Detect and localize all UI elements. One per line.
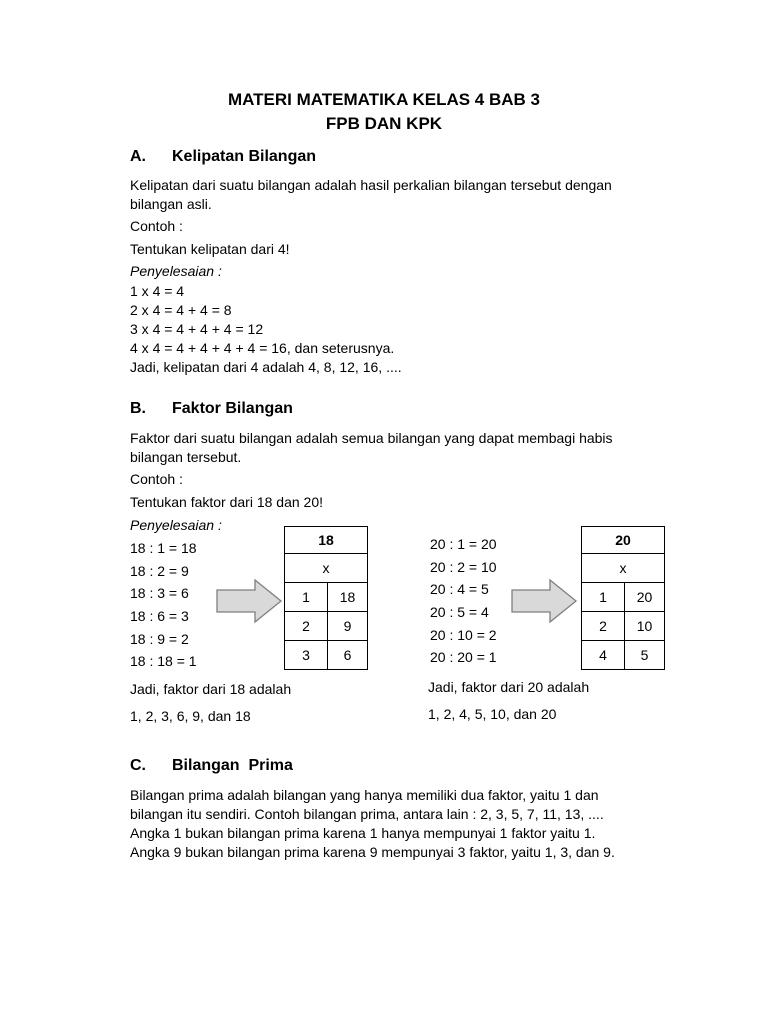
conclusion-20: Jadi, faktor dari 20 adalah [428,679,590,695]
section-b-letter: B. [130,400,146,417]
section-a-penyelesaian: Penyelesaian : [130,263,222,279]
division-line: 20 : 10 = 2 [430,626,497,643]
table-cell: 2 [582,612,625,641]
step-line: 2 x 4 = 4 + 4 = 8 [130,302,232,318]
table-x-label: x [582,554,665,583]
section-c-heading [130,757,293,775]
divisions-20 [430,533,497,669]
division-line: 20 : 1 = 20 [430,536,497,552]
arrow-right-icon [215,578,283,624]
section-a-question: Tentukan kelipatan dari 4! [130,241,290,257]
table-cell: 1 [285,583,328,612]
division-line: 20 : 5 = 4 [430,604,489,621]
section-c-title: Bilangan Prima [172,757,293,774]
division-line: 18 : 18 = 1 [130,653,197,670]
section-a-definition [130,176,612,214]
arrow-right-icon [510,578,578,624]
table-x-label: x [285,554,368,583]
step-line: Jadi, kelipatan dari 4 adalah 4, 8, 12, 16, .... [130,359,402,375]
table-cell: 9 [328,612,368,641]
section-b-contoh: Contoh : [130,471,183,487]
answer-20: 1, 2, 4, 5, 10, dan 20 [428,706,557,722]
section-c-letter: C. [130,757,146,774]
conclusion-18: Jadi, faktor dari 18 adalah [130,681,292,697]
table-header: 20 [582,527,665,554]
step-line: 3 x 4 = 4 + 4 + 4 = 12 [130,321,264,337]
body-line: Angka 1 bukan bilangan prima karena 1 hanya mempunyai 1 faktor yaitu 1. [130,825,596,841]
section-b-definition [130,429,613,467]
table-cell: 10 [625,612,665,641]
page-subtitle: FPB DAN KPK [325,114,443,133]
section-a-letter: A. [130,148,146,165]
division-line: 20 : 4 = 5 [430,581,489,598]
table-cell: 3 [285,641,328,670]
divisions-18 [130,537,197,673]
section-a-heading [130,148,316,166]
section-a-title: Kelipatan Bilangan [172,148,317,165]
table-cell: 6 [328,641,368,670]
table-cell: 1 [582,583,625,612]
section-c-body [130,786,615,862]
section-b-question: Tentukan faktor dari 18 dan 20! [130,494,324,510]
definition-line: Kelipatan dari suatu bilangan adalah hasil perkalian bilangan tersebut dengan [130,177,612,193]
table-header: 18 [285,527,368,554]
definition-line: bilangan tersebut. [130,449,242,465]
section-b-heading [130,400,293,418]
definition-line: Faktor dari suatu bilangan adalah semua bilangan yang dapat membagi habis [130,430,613,446]
division-line: 18 : 9 = 2 [130,630,189,647]
answer-18: 1, 2, 3, 6, 9, dan 18 [130,708,251,724]
body-line: Bilangan prima adalah bilangan yang hanya memiliki dua faktor, yaitu 1 dan [130,787,599,803]
section-b-title: Faktor Bilangan [172,400,293,417]
table-cell: 2 [285,612,328,641]
division-line: 20 : 20 = 1 [430,649,497,666]
table-cell: 5 [625,641,665,670]
page-title: MATERI MATEMATIKA KELAS 4 BAB 3 [228,90,540,109]
table-cell: 18 [328,583,368,612]
division-line: 18 : 2 = 9 [130,562,189,579]
division-line: 18 : 1 = 18 [130,540,197,556]
table-cell: 4 [582,641,625,670]
body-line: bilangan itu sendiri. Contoh bilangan prima, antara lain : 2, 3, 5, 7, 11, 13, .... [130,806,604,822]
division-line: 20 : 2 = 10 [430,558,497,575]
factor-table-18 [284,526,368,670]
step-line: 4 x 4 = 4 + 4 + 4 + 4 = 16, dan seterusnya. [130,340,395,356]
table-cell: 20 [625,583,665,612]
section-b-penyelesaian: Penyelesaian : [130,517,222,533]
body-line: Angka 9 bukan bilangan prima karena 9 mempunyai 3 faktor, yaitu 1, 3, dan 9. [130,844,615,860]
section-a-steps [130,282,402,377]
factor-table-20 [581,526,665,670]
division-line: 18 : 3 = 6 [130,585,189,602]
definition-line: bilangan asli. [130,196,212,212]
section-a-contoh: Contoh : [130,218,183,234]
step-line: 1 x 4 = 4 [130,283,185,299]
division-line: 18 : 6 = 3 [130,608,189,625]
